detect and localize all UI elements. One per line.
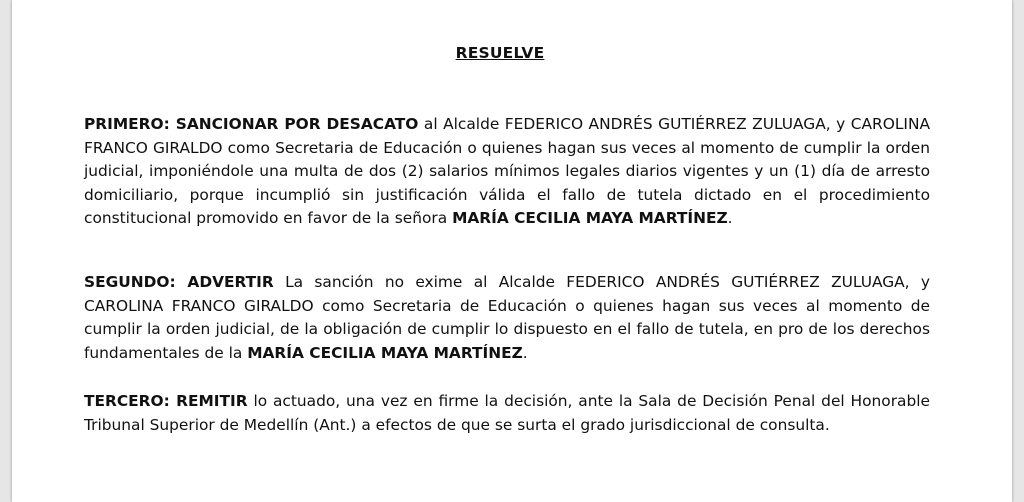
- tercero-text: lo actuado, una vez en firme la decisión, ante la Sala de Decisión Penal del Honorable Tribunal Superior de Medellín (Ant.) a efectos de que se surta el grado jurisdiccional de consulta.: [84, 392, 930, 434]
- primero-lead: PRIMERO: SANCIONAR POR DESACATO: [84, 115, 419, 133]
- segundo-text: La sanción no exime al Alcalde FEDERICO ANDRÉS GUTIÉRREZ ZULUAGA, y CAROLINA FRANCO GIRALDO como Secretaria de Educación o quienes hagan sus veces al momento de cumplir la orden judicial, de la obligación de cumplir lo dispuesto en el fallo de tutela, en pro de los derechos fundamentales de la: [84, 273, 931, 362]
- primero-name: MARÍA CECILIA MAYA MARTÍNEZ: [452, 209, 728, 228]
- primero-end: .: [727, 209, 733, 228]
- segundo-lead: SEGUNDO: ADVERTIR: [84, 273, 274, 291]
- segundo-end: .: [522, 343, 528, 362]
- tercero-lead: TERCERO: REMITIR: [84, 392, 248, 410]
- paragraph-segundo: [84, 271, 930, 365]
- paragraph-tercero: [84, 390, 930, 437]
- primero-text: al Alcalde FEDERICO ANDRÉS GUTIÉRREZ ZULUAGA, y CAROLINA FRANCO GIRALDO como Secretaria de Educación o quienes hagan sus veces al momento de cumplir la orden judicial, imponiéndole una multa de dos (2) salarios mínimos legales diarios vigentes y un (1) día de arresto domiciliario, porque incumplió sin justificación válida el fallo de tutela dictado en el procedimiento constitucional promovido en favor de la señora: [84, 115, 930, 228]
- segundo-name: MARÍA CECILIA MAYA MARTÍNEZ: [247, 343, 523, 362]
- paragraph-primero: [84, 113, 930, 231]
- section-title: RESUELVE: [455, 44, 545, 62]
